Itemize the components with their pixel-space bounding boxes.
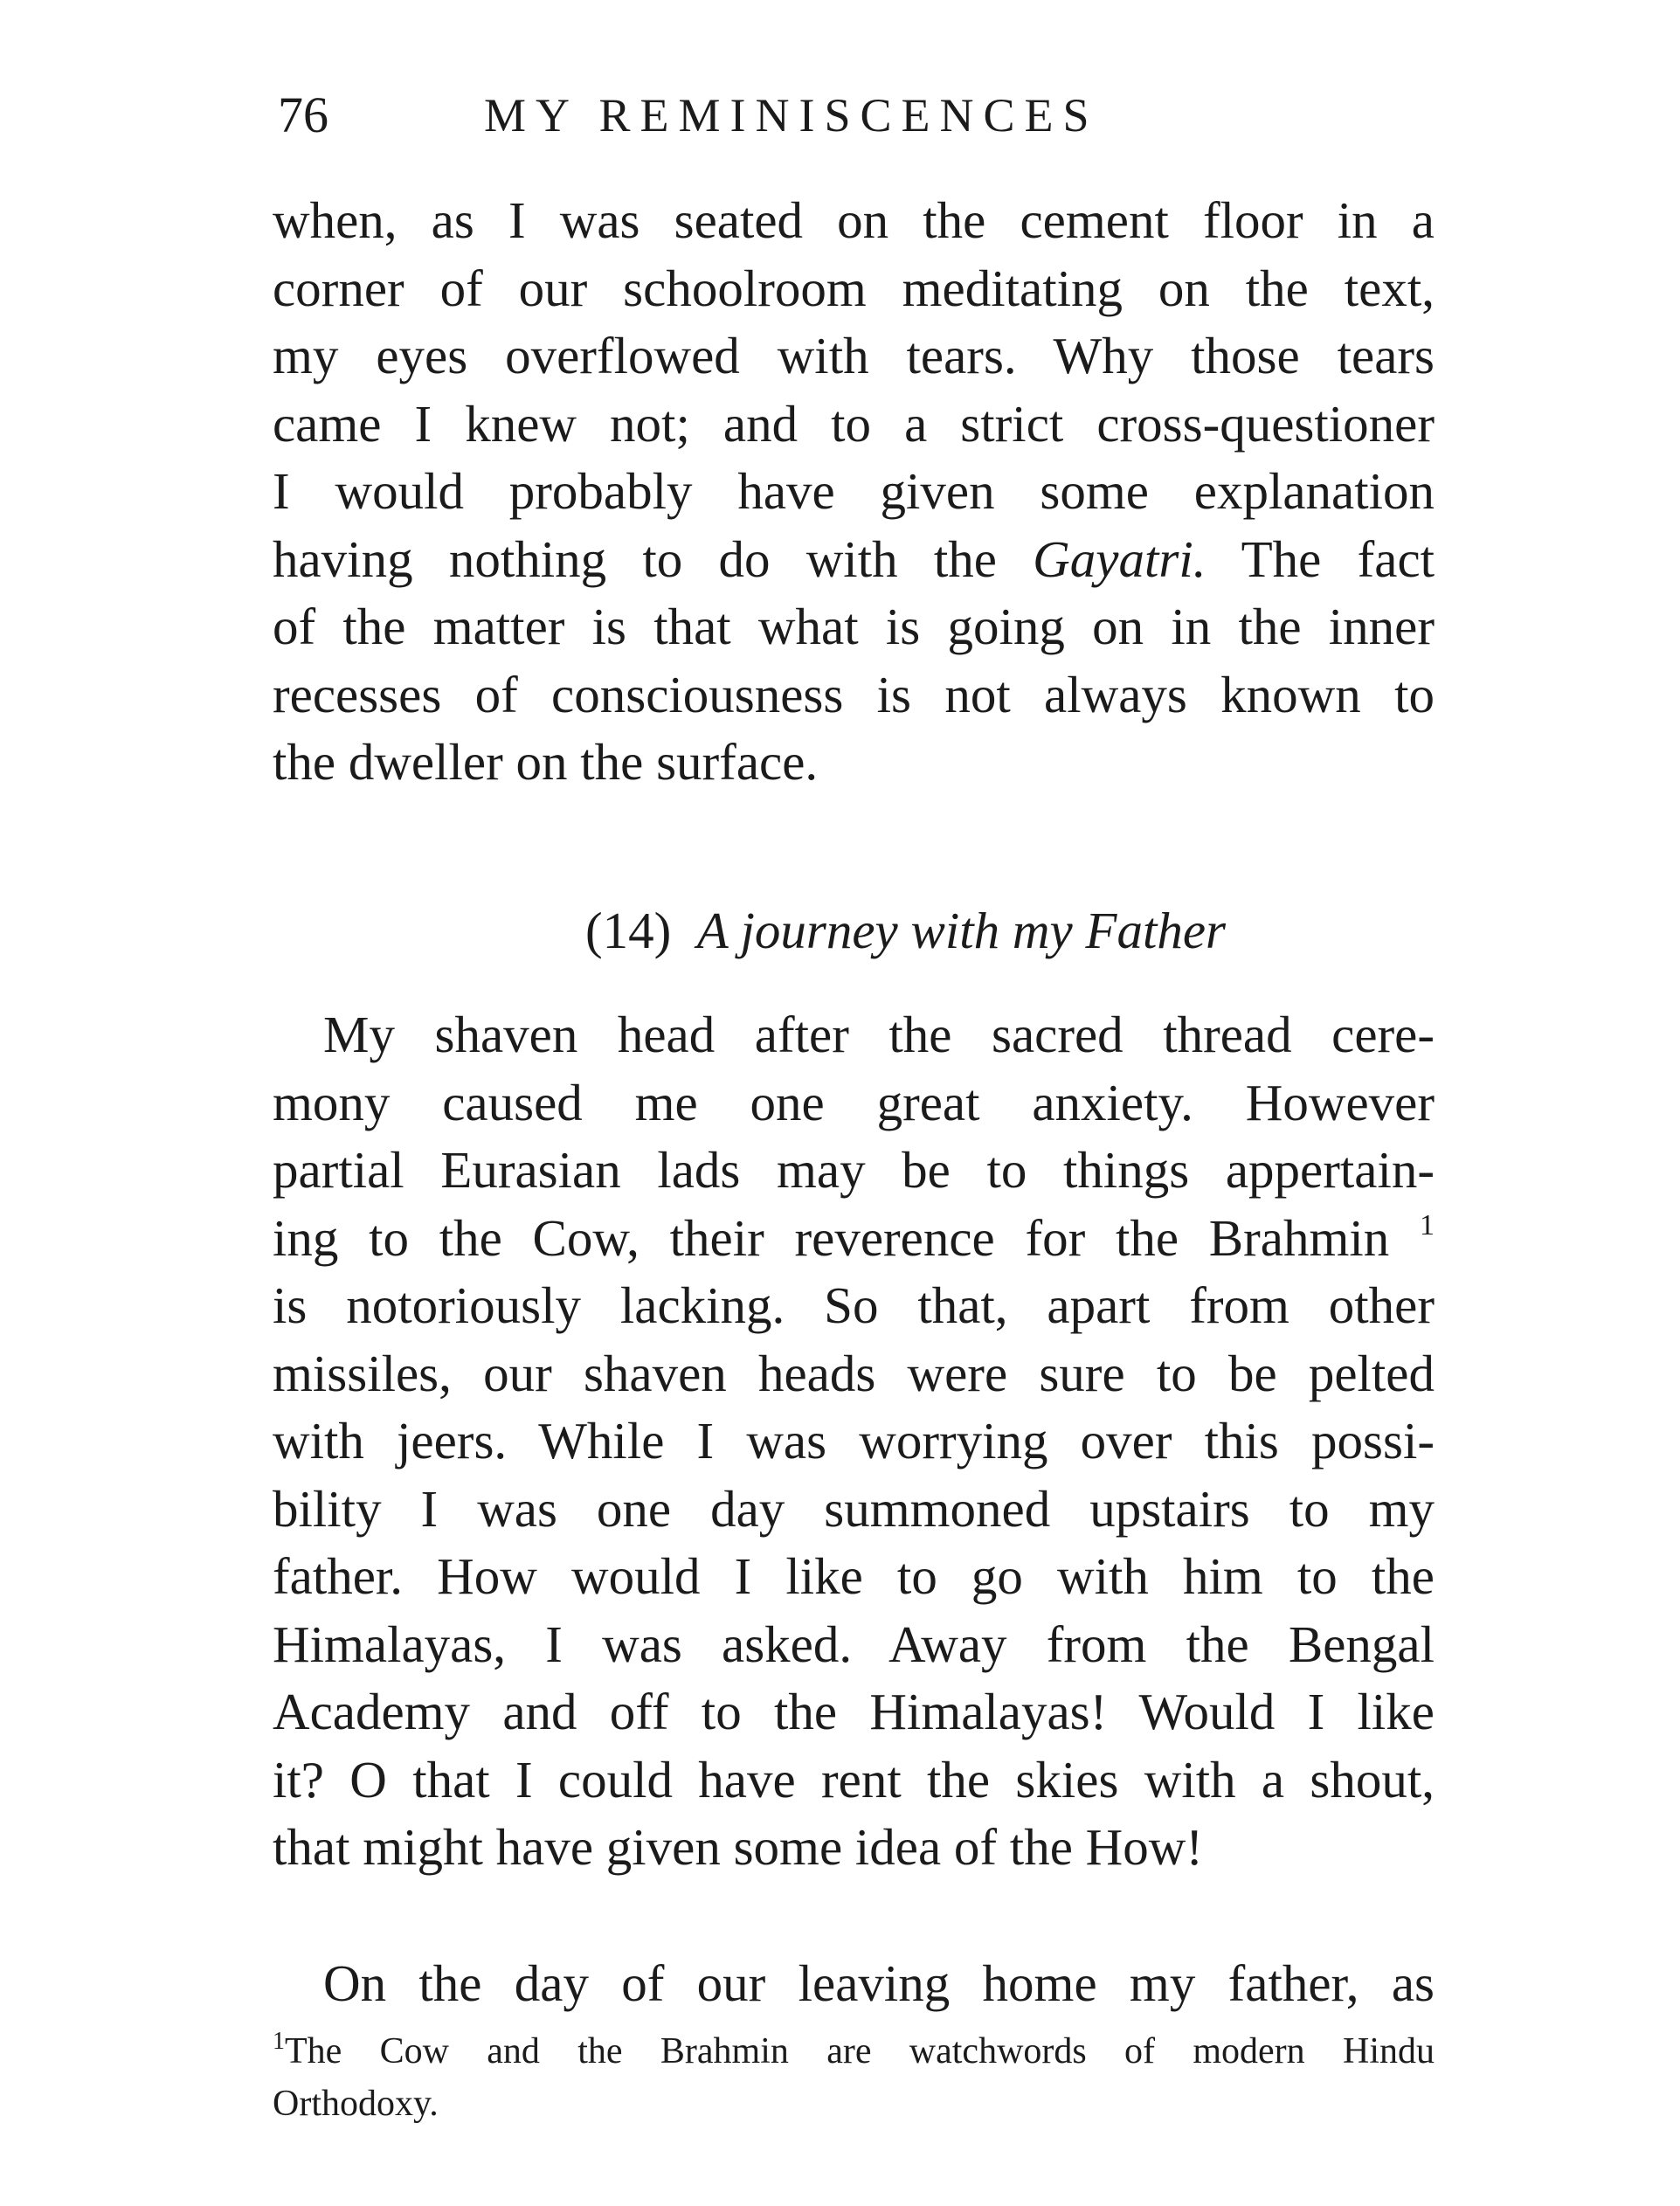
paragraph-3 bbox=[273, 1950, 1435, 2018]
text-segment: ing to the Cow, their reverence for the Brahmin bbox=[273, 1208, 1390, 1267]
text-line: bility I was one day summoned upstairs to my bbox=[273, 1479, 1435, 1538]
text-line: partial Eurasian lads may be to things appertain- bbox=[273, 1141, 1435, 1199]
text-line: with jeers. While I was worrying over this possi- bbox=[273, 1412, 1435, 1470]
text-line: I would probably have given some explanation bbox=[273, 462, 1435, 520]
text-line: father. How would I like to go with him to the bbox=[273, 1547, 1435, 1605]
text-line: my eyes overflowed with tears. Why those tears bbox=[273, 327, 1435, 384]
footnote-marker: 1 bbox=[273, 2028, 285, 2055]
text-line: when, as I was seated on the cement floor in a bbox=[273, 191, 1435, 249]
text-line bbox=[273, 526, 1435, 594]
section-heading bbox=[0, 891, 1680, 970]
text-line: of the matter is that what is going on in the inner bbox=[273, 598, 1435, 655]
text-line: came I knew not; and to a strict cross-questioner bbox=[273, 394, 1435, 453]
text-line: recesses of consciousness is not always known to bbox=[273, 665, 1435, 723]
footnote bbox=[273, 2025, 1435, 2130]
text-line: that might have given some idea of the How! bbox=[273, 1818, 1203, 1876]
running-title: MY REMINISCENCES bbox=[484, 89, 1099, 142]
text-line: corner of our schoolroom meditating on the text, bbox=[273, 259, 1435, 317]
section-title: A journey with my Father bbox=[696, 902, 1226, 959]
text-line: the dweller on the surface. bbox=[273, 733, 819, 791]
section-number: (14) bbox=[584, 902, 672, 959]
text-line: On the day of our leaving home my father, as bbox=[323, 1954, 1435, 2012]
italic-word-gayatri: Gayatri. bbox=[1033, 529, 1206, 588]
text-segment: having nothing to do with the bbox=[273, 529, 997, 588]
text-line: missiles, our shaven heads were sure to be pelted bbox=[273, 1344, 1435, 1402]
paragraph-2 bbox=[273, 1001, 1435, 1882]
text-line: Academy and off to the Himalayas! Would I like bbox=[273, 1683, 1435, 1740]
text-segment: The fact bbox=[1241, 529, 1435, 588]
footnote-line bbox=[273, 2025, 1435, 2078]
text-line: it? O that I could have rent the skies with a shout, bbox=[273, 1750, 1435, 1808]
footnote-marker: 1 bbox=[1420, 1208, 1435, 1241]
text-line: Himalayas, I was asked. Away from the Bengal bbox=[273, 1615, 1435, 1673]
footnote-text: The Cow and the Brahmin are watchwords of modern Hindu bbox=[285, 2031, 1435, 2071]
text-line bbox=[273, 1205, 1435, 1273]
text-line: My shaven head after the sacred thread cere- bbox=[323, 1006, 1435, 1063]
paragraph-1 bbox=[273, 187, 1435, 797]
page-number: 76 bbox=[278, 86, 328, 143]
text-line: is notoriously lacking. So that, apart from other bbox=[273, 1276, 1435, 1334]
text-line: mony caused me one great anxiety. However bbox=[273, 1073, 1435, 1131]
footnote-line: Orthodoxy. bbox=[273, 2084, 439, 2124]
page-header bbox=[278, 80, 1435, 150]
